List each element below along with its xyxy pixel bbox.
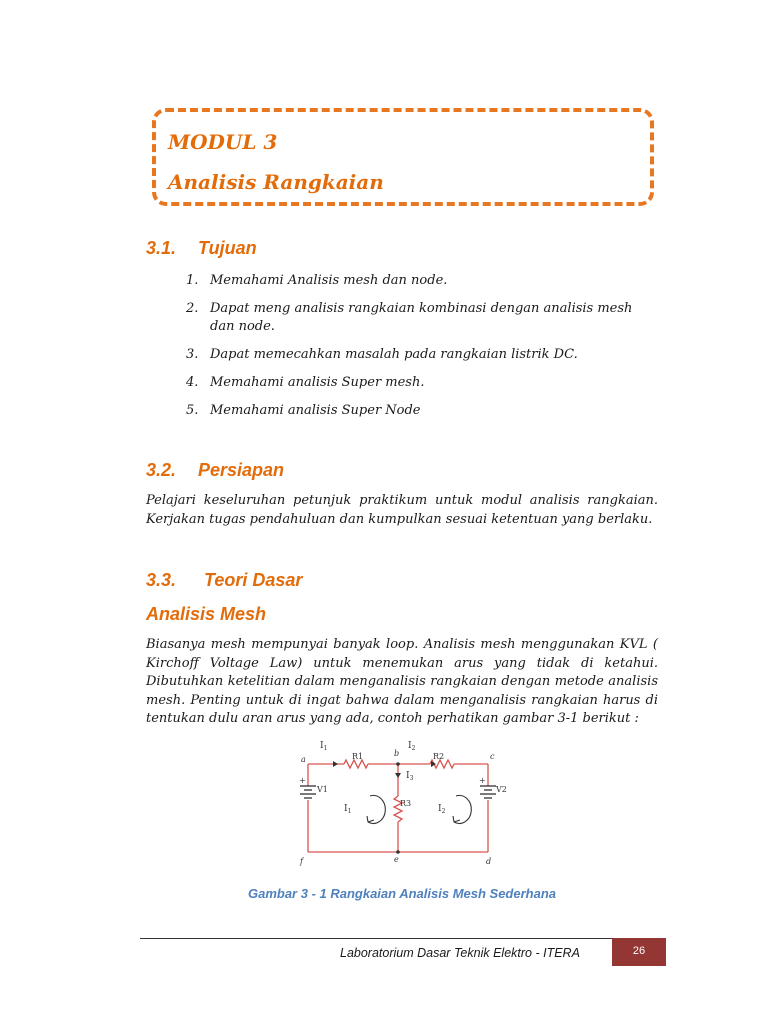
footer-divider xyxy=(140,938,666,939)
section-number: 3.2. xyxy=(146,460,177,480)
arrow-i1-icon xyxy=(333,761,338,767)
section-title: Persiapan xyxy=(198,460,285,480)
list-number: 1. xyxy=(186,273,199,288)
figure-caption: Gambar 3 - 1 Rangkaian Analisis Mesh Sederhana xyxy=(247,886,557,901)
list-item xyxy=(186,272,660,290)
label-r1: R1 xyxy=(352,752,364,761)
battery-v2 xyxy=(480,786,496,798)
section-title: Tujuan xyxy=(198,238,257,258)
loop-arrow-left-icon xyxy=(368,795,385,823)
heading-persiapan xyxy=(146,460,284,481)
list-number: 5. xyxy=(186,403,199,418)
list-text: Dapat memecahkan masalah pada rangkaian listrik DC. xyxy=(210,347,578,362)
label-loop-i2: $I_2$ xyxy=(438,804,446,815)
label-v2: V2 xyxy=(496,785,507,794)
list-text: Memahami analisis Super mesh. xyxy=(210,375,425,390)
section-title: Teori Dasar xyxy=(204,570,303,590)
page-number: 26 xyxy=(612,938,666,966)
section-number: 3.3. xyxy=(146,570,177,590)
label-loop-i1: $I_1$ xyxy=(344,804,352,815)
mesh-circuit-diagram xyxy=(290,741,507,868)
footer-text: Laboratorium Dasar Teknik Elektro - ITERA xyxy=(340,946,580,960)
heading-analisis-mesh: Analisis Mesh xyxy=(146,604,267,624)
node-label-f: f xyxy=(300,857,303,866)
mesh-paragraph: Biasanya mesh mempunyai banyak loop. Analisis mesh menggunakan KVL ( Kirchoff Voltage Law) untuk menemukan arus yang tidak di ketahui. Dibutuhkan ketelitian dalam menganalisis rangkaian dengan metode analisis mesh. Penting untuk di ingat bahwa dalam menganalisis rangkaian harus di tentukan dulu aran arus yang ada, contoh perhatikan gambar 3-1 berikut : xyxy=(146,637,658,726)
list-item xyxy=(186,300,660,336)
arrow-i3-icon xyxy=(395,773,401,778)
list-number: 4. xyxy=(186,375,199,390)
list-number: 2. xyxy=(186,301,199,316)
persiapan-paragraph: Pelajari keseluruhan petunjuk praktikum untuk modul analisis rangkaian. Kerjakan tugas pendahuluan dan kumpulkan sesuai ketentuan yang berlaku. xyxy=(146,493,658,527)
section-number: 3.1. xyxy=(146,238,177,258)
module-number: MODUL 3 xyxy=(168,130,278,154)
module-name: Analisis Rangkaian xyxy=(168,170,384,194)
list-item xyxy=(186,346,660,364)
label-i2: $I_2$ xyxy=(408,741,416,752)
label-plus-v2: + xyxy=(479,776,486,785)
list-text: Dapat meng analisis rangkaian kombinasi dengan analisis mesh dan node. xyxy=(210,301,633,334)
heading-teori-dasar xyxy=(146,570,302,591)
battery-v1 xyxy=(300,786,316,798)
heading-tujuan xyxy=(146,238,257,259)
label-v1: V1 xyxy=(317,785,328,794)
label-r2: R2 xyxy=(433,752,445,761)
list-text: Memahami analisis Super Node xyxy=(210,403,421,418)
label-i1: $I_1$ xyxy=(320,741,328,752)
node-label-b: b xyxy=(394,749,400,758)
loop-arrow-right-icon xyxy=(454,795,471,823)
list-item xyxy=(186,402,660,420)
label-r3: R3 xyxy=(400,799,412,808)
node-label-c: c xyxy=(490,752,495,761)
list-text: Memahami Analisis mesh dan node. xyxy=(210,273,448,288)
goals-list xyxy=(186,272,660,430)
list-item xyxy=(186,374,660,392)
node-b-dot xyxy=(396,762,400,766)
node-label-d: d xyxy=(486,857,492,866)
mesh-loop-arrows xyxy=(367,795,471,823)
node-e-dot xyxy=(396,850,400,854)
list-number: 3. xyxy=(186,347,199,362)
resistor-r1 xyxy=(344,760,368,768)
label-plus-v1: + xyxy=(299,776,306,785)
label-i3: $I_3$ xyxy=(406,771,414,782)
node-label-a: a xyxy=(301,755,306,764)
node-label-e: e xyxy=(394,855,399,864)
